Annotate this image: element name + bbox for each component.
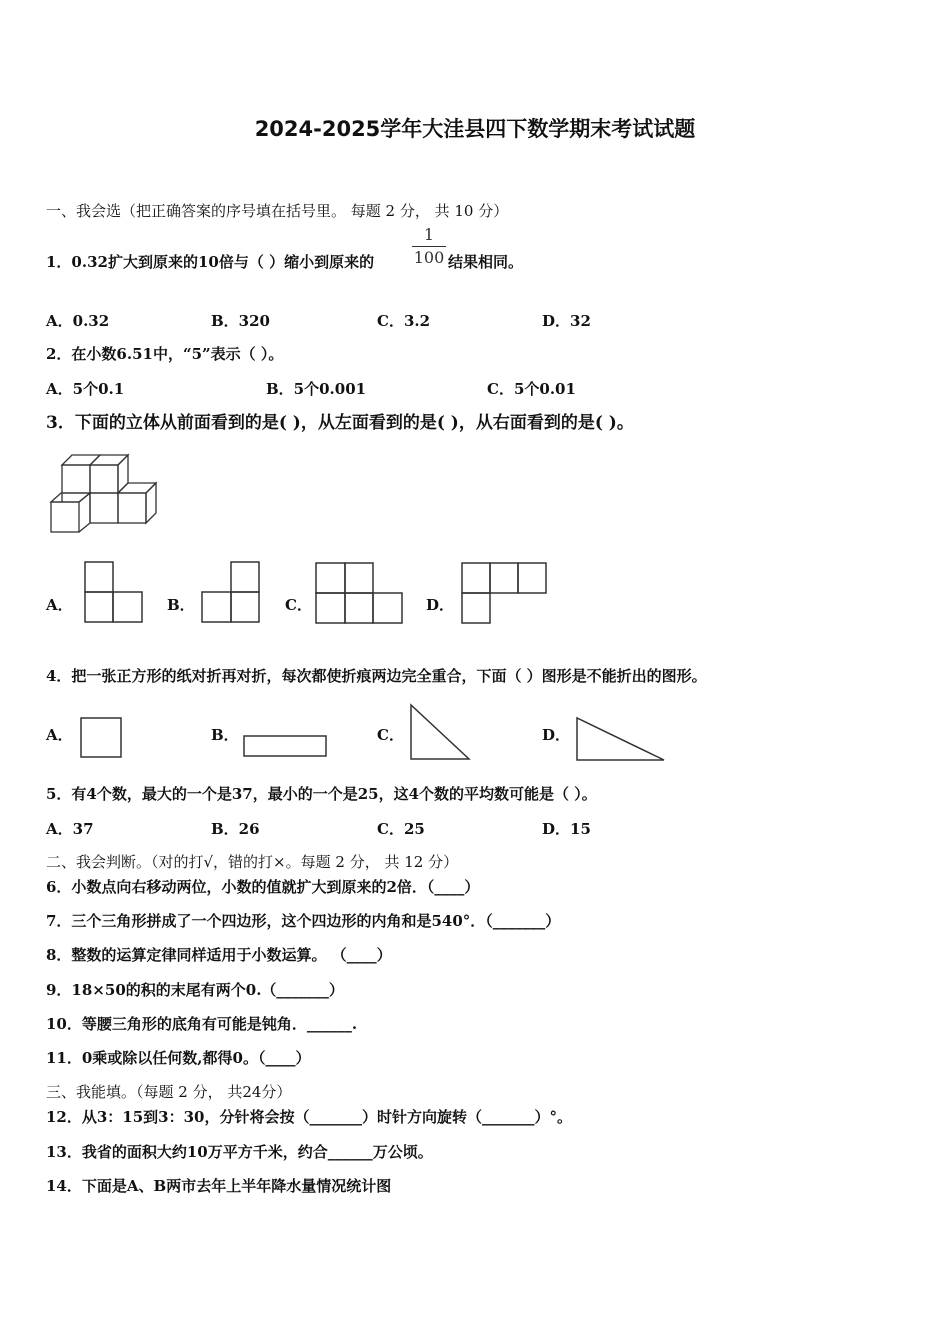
q1-fraction-denominator: 100 — [413, 248, 445, 267]
q9-text: 9．18×50的积的末尾有两个0.（_______） — [46, 981, 344, 999]
q4-option-b-rectangle — [243, 735, 329, 759]
q5-option-d: D．15 — [542, 820, 591, 838]
page-title: 2024-2025学年大洼县四下数学期末考试试题 — [254, 117, 696, 141]
q2-option-a: A．5个0.1 — [46, 380, 125, 398]
q4-option-d-triangle — [575, 716, 667, 762]
q1-option-a: A．0.32 — [46, 312, 110, 330]
section-3-heading: 三、我能填。（每题 2 分， 共24分） — [46, 1083, 292, 1101]
q3-option-c-figure — [315, 562, 403, 624]
q10-text: 10．等腰三角形的底角有可能是钝角．______. — [46, 1015, 358, 1033]
q4-label-a: A． — [46, 726, 73, 744]
q1-fraction — [412, 226, 446, 267]
q4-label-c: C． — [377, 726, 404, 744]
q6-text: 6．小数点向右移动两位，小数的值就扩大到原来的2倍．（____） — [46, 878, 480, 896]
q3-label-a: A． — [46, 596, 73, 614]
q4-option-a-square — [80, 717, 124, 759]
q3-label-c: C． — [285, 596, 312, 614]
q4-label-b: B． — [211, 726, 239, 744]
q5-text: 5．有4个数，最大的一个是37，最小的一个是25，这4个数的平均数可能是（ ）。 — [46, 785, 597, 803]
q1-text: 1．0.32扩大到原来的10倍与（ ）缩小到原来的 — [46, 253, 375, 271]
section-2-heading: 二、我会判断。（对的打√，错的打×。每题 2 分， 共 12 分） — [46, 853, 459, 871]
section-1-heading: 一、我会选（把正确答案的序号填在括号里。 每题 2 分， 共 10 分） — [46, 202, 509, 220]
q1-fraction-bar — [412, 246, 446, 247]
q2-option-c: C．5个0.01 — [487, 380, 576, 398]
q4-label-d: D． — [542, 726, 571, 744]
q12-text: 12．从3：15到3：30，分针将会按（_______）时针方向旋转（_______）°。 — [46, 1108, 572, 1126]
q3-option-b-figure — [201, 561, 261, 623]
q1-option-b: B．320 — [211, 312, 270, 330]
q13-text: 13．我省的面积大约10万平方千米，约合______万公顷。 — [46, 1143, 433, 1161]
q4-option-c-triangle — [409, 703, 473, 761]
q1-fraction-numerator: 1 — [423, 225, 435, 244]
q11-text: 11．0乘或除以任何数,都得0。（____） — [46, 1049, 311, 1067]
q4-text: 4．把一张正方形的纸对折再对折，每次都使折痕两边完全重合，下面（ ）图形是不能折出的图形。 — [46, 667, 707, 685]
q3-option-a-figure — [84, 561, 144, 623]
q3-solid-figure — [48, 452, 160, 536]
q2-text: 2．在小数6.51中，“5”表示（ ）。 — [46, 345, 284, 363]
q8-text: 8．整数的运算定律同样适用于小数运算。 （____） — [46, 946, 392, 964]
q2-option-b: B．5个0.001 — [266, 380, 367, 398]
q5-option-a: A．37 — [46, 820, 94, 838]
q3-label-d: D． — [426, 596, 455, 614]
q3-label-b: B． — [167, 596, 195, 614]
q1-text-suffix: 结果相同。 — [448, 253, 524, 271]
q5-option-c: C．25 — [377, 820, 425, 838]
q3-option-d-figure — [461, 562, 549, 624]
q1-option-c: C．3.2 — [377, 312, 431, 330]
q14-text: 14．下面是A、B两市去年上半年降水量情况统计图 — [46, 1177, 392, 1195]
q3-text: 3．下面的立体从前面看到的是( )，从左面看到的是( )，从右面看到的是( )。 — [46, 413, 634, 433]
q7-text: 7．三个三角形拼成了一个四边形，这个四边形的内角和是540°．（_______） — [46, 912, 561, 930]
q5-option-b: B．26 — [211, 820, 260, 838]
q1-option-d: D．32 — [542, 312, 591, 330]
